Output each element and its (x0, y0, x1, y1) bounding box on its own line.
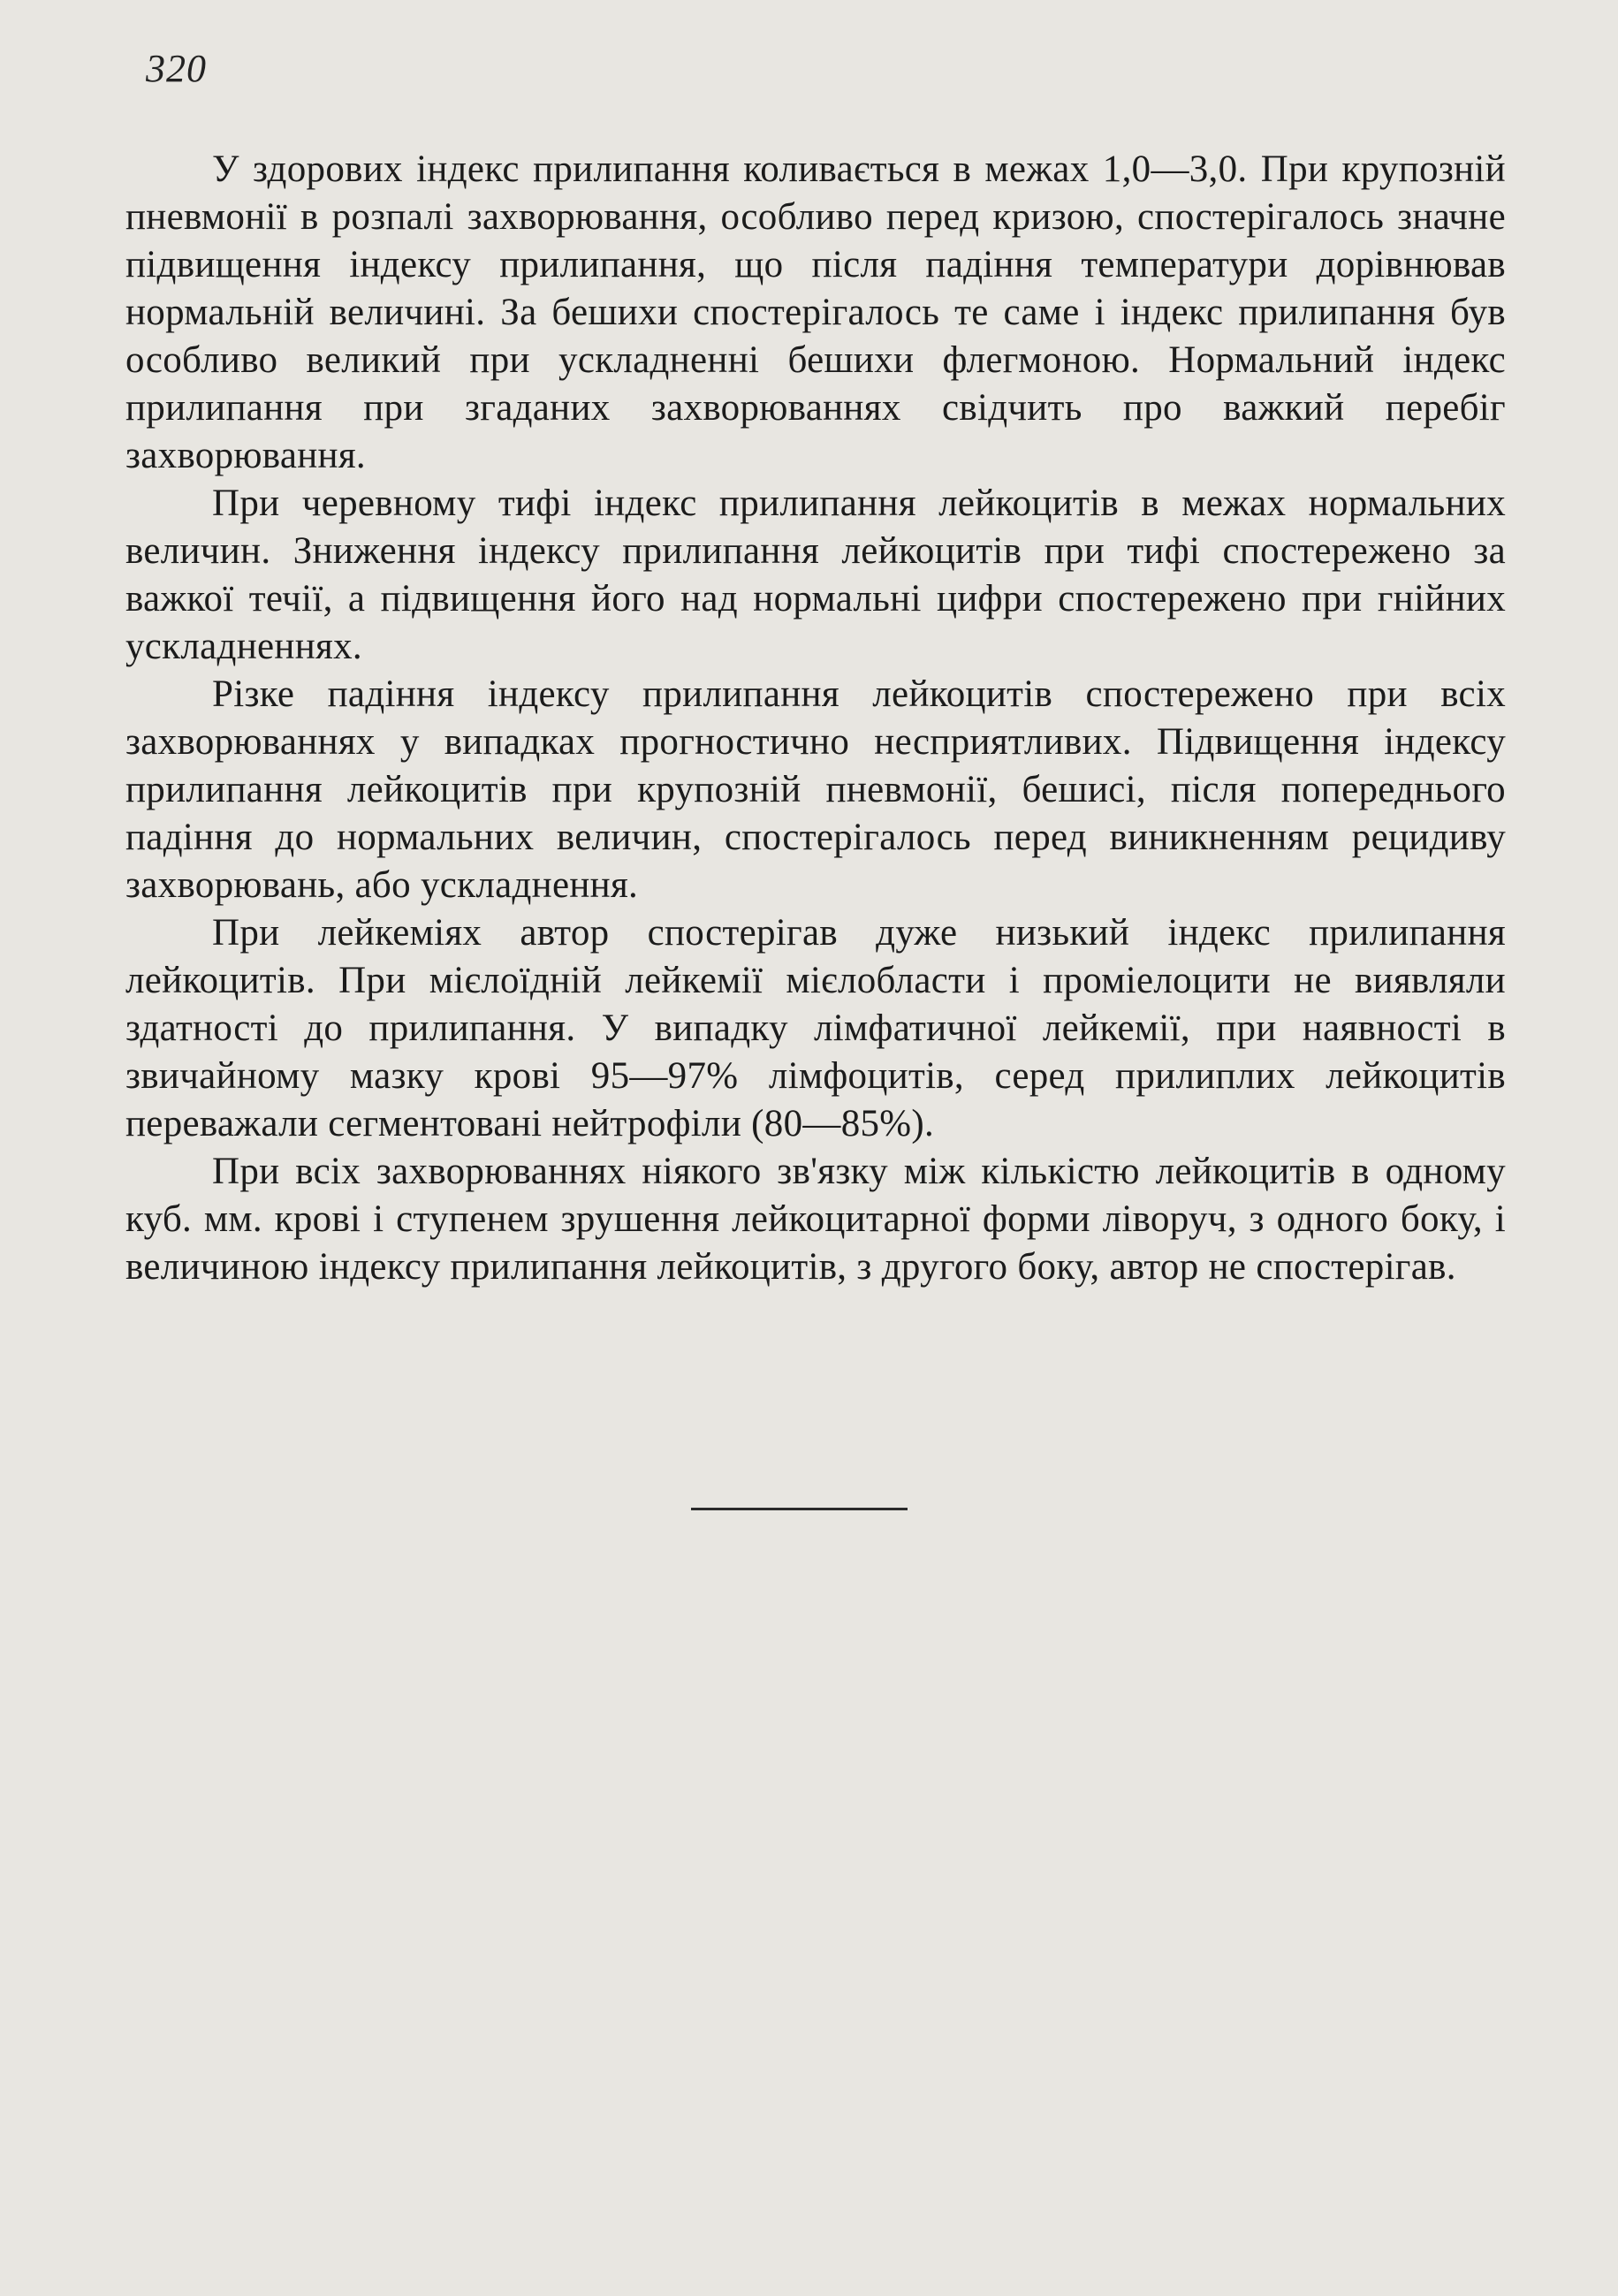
section-end-rule (691, 1508, 908, 1510)
paragraph-sharp-drop: Різке падіння індексу прилипання лейкоцитів спостережено при всіх захворюваннях у випадках прогностично несприятливих. Підвищення індексу прилипання лейкоцитів при крупозній пневмонії, бешисі, після попереднього падіння до нормальних величин, спостерігалось перед виникненням рецидиву захворювань, або ускладнення. (125, 673, 1506, 906)
paragraph-adhesion-index-healthy: У здорових індекс прилипання коливається в межах 1,0—3,0. При крупозній пневмонії в розпалі захворювання, особливо перед кризою, спостерігалось значне підвищення індексу прилипання, що після падіння температури дорівнював нормальній величині. За бешихи спостерігалось те саме і індекс прилипання був особливо великий при ускладненні бешихи флегмоною. Нормальний індекс прилипання при згаданих захворюваннях свідчить про важкий перебіг захворювання. (125, 148, 1506, 476)
paragraph-leukemia: При лейкеміях автор спостерігав дуже низький індекс прилипання лейкоцитів. При мієлоїдній лейкемії мієлобласти і проміелоцити не виявляли здатності до прилипання. У випадку лімфатичної лейкемії, при наявності в звичайному мазку крові 95—97% лімфоцитів, серед прилиплих лейкоцитів переважали сегментовані нейтрофіли (80—85%). (125, 912, 1506, 1144)
page-number: 320 (146, 47, 207, 90)
body-text (125, 146, 1506, 1291)
paragraph-typhoid: При черевному тифі індекс прилипання лейкоцитів в межах нормальних величин. Зниження індексу прилипання лейкоцитів при тифі спостережено за важкої течії, а підвищення його над нормальні цифри спостережено при гнійних ускладненнях. (125, 483, 1506, 667)
paragraph-no-correlation: При всіх захворюваннях ніякого зв'язку між кількістю лейкоцитів в одному куб. мм. крові і ступенем зрушення лейкоцитарної форми ліворуч, з одного боку, і величиною індексу прилипання лейкоцитів, з другого боку, автор не спостерігав. (125, 1151, 1506, 1288)
